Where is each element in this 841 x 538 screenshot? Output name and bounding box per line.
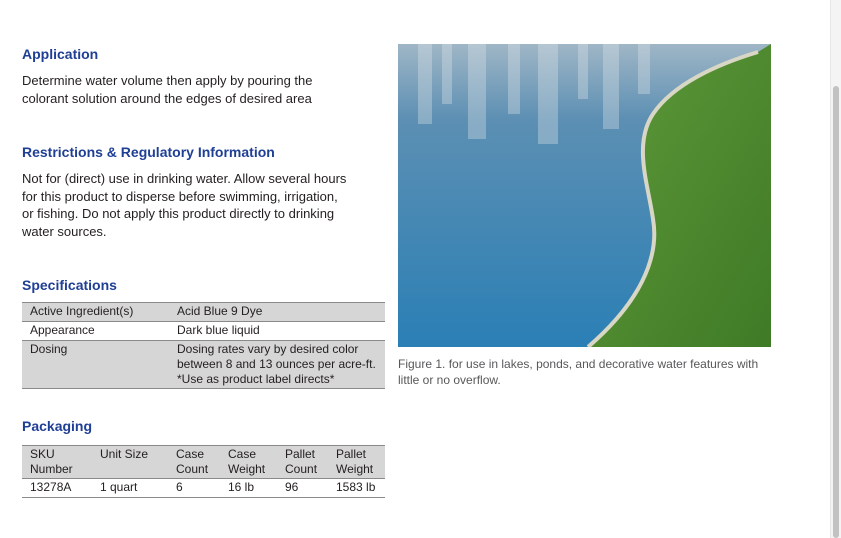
- pond-photo: [398, 44, 771, 347]
- table-rule: [22, 497, 385, 498]
- packaging-cell: 96: [285, 480, 299, 494]
- restrictions-line: or fishing. Do not apply this product directly to drinking: [22, 206, 335, 221]
- restrictions-line: water sources.: [22, 223, 107, 239]
- table-rule: [22, 445, 385, 446]
- spec-value: Dosing rates vary by desired color: [177, 342, 359, 356]
- packaging-header: Count: [285, 462, 318, 476]
- restrictions-line: for this product to disperse before swimming, irrigation,: [22, 188, 338, 204]
- restrictions-line: Not for (direct) use in drinking water. Allow several hours: [22, 171, 347, 186]
- specifications-heading: Specifications: [22, 277, 117, 293]
- spec-label: Dosing: [30, 342, 68, 356]
- restrictions-heading: Restrictions & Regulatory Information: [22, 144, 275, 160]
- application-line: Determine water volume then apply by pouring the: [22, 73, 313, 88]
- application-text: [22, 72, 382, 107]
- pond-photo-drawing: [398, 44, 771, 347]
- application-heading: Application: [22, 46, 99, 62]
- packaging-heading: Packaging: [22, 418, 93, 434]
- packaging-cell: 16 lb: [228, 480, 255, 494]
- packaging-cell: 1 quart: [100, 480, 138, 494]
- packaging-cell: 6: [176, 480, 183, 494]
- packaging-header: Weight: [228, 462, 266, 476]
- packaging-cell: 13278A: [30, 480, 72, 494]
- application-line: colorant solution around the edges of desired area: [22, 90, 312, 106]
- restrictions-text: [22, 170, 382, 240]
- caption-line: little or no overflow.: [398, 372, 501, 387]
- table-rule: [22, 321, 385, 322]
- table-rule: [22, 302, 385, 303]
- caption-line: Figure 1. for use in lakes, ponds, and decorative water features with: [398, 357, 759, 371]
- table-rule: [22, 388, 385, 389]
- packaging-header: Case: [228, 447, 257, 461]
- spec-value: *Use as product label directs*: [177, 372, 335, 386]
- figure-caption: [398, 357, 768, 388]
- packaging-header: SKU: [30, 447, 55, 461]
- spec-value: Dark blue liquid: [177, 323, 260, 337]
- packaging-header: Number: [30, 462, 73, 476]
- packaging-header: Pallet: [285, 447, 316, 461]
- spec-label: Active Ingredient(s): [30, 304, 134, 318]
- packaging-header: Unit Size: [100, 447, 149, 461]
- packaging-header: Case: [176, 447, 205, 461]
- packaging-header: Count: [176, 462, 209, 476]
- table-rule: [22, 340, 385, 341]
- scrollbar-thumb[interactable]: [833, 86, 839, 538]
- table-rule: [22, 478, 385, 479]
- packaging-header: Weight: [336, 462, 374, 476]
- spec-value: between 8 and 13 ounces per acre-ft.: [177, 357, 376, 371]
- packaging-header: Pallet: [336, 447, 367, 461]
- spec-value: Acid Blue 9 Dye: [177, 304, 263, 318]
- spec-label: Appearance: [30, 323, 95, 337]
- packaging-cell: 1583 lb: [336, 480, 376, 494]
